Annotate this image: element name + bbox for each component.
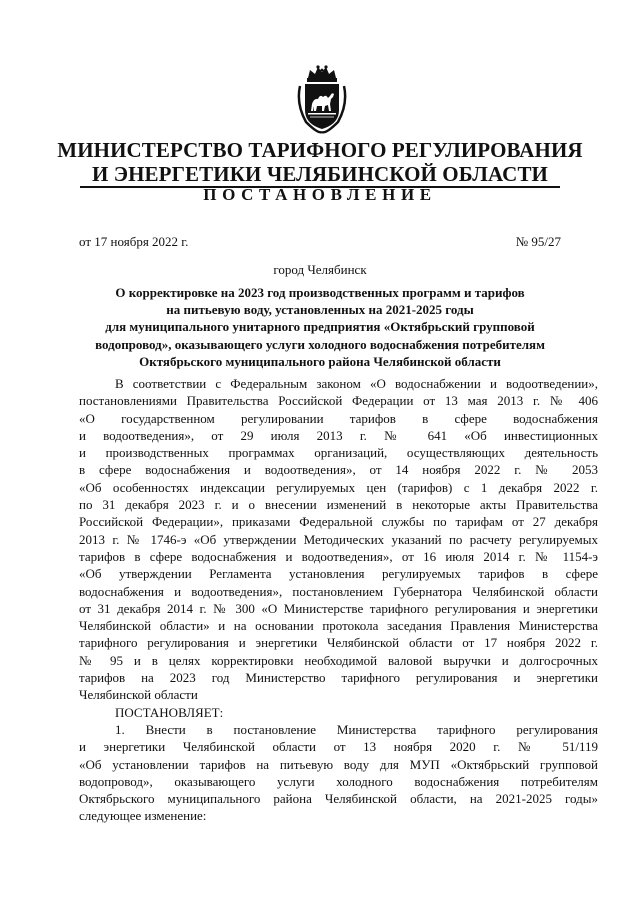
resolves-heading: ПОСТАНОВЛЯЕТ: [115, 704, 224, 720]
body-line: тарифов в сфере водоснабжения и водоотведения», от 16 июля 2014 г. № 1154-э [79, 548, 598, 564]
body-line: от 31 декабря 2014 г. № 300 «О Министерстве тарифного регулирования и энергетики [79, 600, 598, 616]
document-title [80, 284, 560, 370]
body-line: водоснабжения и водоотведения», постановлением Губернатора Челябинской области [79, 583, 598, 599]
ministry-name-line1: МИНИСТЕРСТВО ТАРИФНОГО РЕГУЛИРОВАНИЯ [57, 138, 583, 162]
body-line: тарифов на 2023 год Министерство тарифного регулирования и энергетики [79, 670, 598, 686]
body-line: и энергетики Челябинской области от 13 ноября 2020 г. № 51/119 [79, 739, 598, 755]
body-line: Октябрьского муниципального района Челябинской области, на 2021-2025 годы» [79, 791, 598, 807]
body-line: в сфере водоснабжения и водоотведения», от 14 ноября 2022 г. № 2053 [79, 462, 598, 478]
document-body [79, 375, 598, 825]
body-line: «О государственном регулировании тарифов в сфере водоснабжения [79, 410, 598, 426]
body-line: В соответствии с Федеральным законом «О водоснабжении и водоотведении», [115, 376, 598, 391]
title-line: на питьевую воду, установленных на 2021-2025 годы [166, 302, 474, 318]
title-line: О корректировке на 2023 год производственных программ и тарифов [115, 285, 525, 300]
body-line: «Об особенностях индексации регулируемых цен (тарифов) с 1 декабря 2022 г. [79, 479, 598, 495]
body-line: следующее изменение: [79, 808, 207, 824]
body-line: Российской Федерации», приказами Федеральной службы по тарифам от 27 декабря [79, 514, 598, 530]
body-line: «Об установлении тарифов на питьевую воду для МУП «Октябрьский групповой [79, 756, 598, 772]
body-line: Челябинской области [79, 687, 198, 703]
document-number: № 95/27 [515, 234, 561, 249]
body-line: 1. Внести в постановление Министерства тарифного регулирования [115, 721, 598, 737]
document-city: город Челябинск [273, 262, 367, 277]
body-line: тарифного регулирования и энергетики Челябинской области от 17 ноября 2022 г. [79, 635, 598, 651]
document-type: ПОСТАНОВЛЕНИЕ [203, 185, 437, 204]
body-line: Челябинской области» и на основании протокола заседания Правления Министерства [79, 618, 598, 634]
chelyabinsk-coat-of-arms-icon [296, 64, 348, 134]
body-line: водопровод», оказывающего услуги холодного водоснабжения потребителям [79, 773, 598, 789]
title-line: Октябрьского муниципального района Челябинской области [139, 353, 501, 369]
body-line: «Об утверждении Регламента установления регулируемых тарифов в сфере [79, 566, 598, 582]
ministry-name-line2: И ЭНЕРГЕТИКИ ЧЕЛЯБИНСКОЙ ОБЛАСТИ [92, 162, 548, 186]
title-line: для муниципального унитарного предприятия «Октябрьский групповой [105, 319, 535, 335]
body-line: и производственных программах организаций, осуществляющих деятельность [79, 445, 598, 461]
document-date: от 17 ноября 2022 г. [79, 234, 189, 249]
body-line: № 95 и в целях корректировки необходимой валовой выручки и долгосрочных [79, 652, 598, 668]
body-line: и водоотведения», от 29 июля 2013 г. № 641 «Об инвестиционных [79, 427, 598, 443]
body-line: постановлениями Правительства Российской Федерации от 13 мая 2013 г. № 406 [79, 393, 598, 409]
body-line: по 31 декабря 2023 г. и о внесении изменений в некоторые акты Правительства [79, 497, 598, 513]
body-line: 2013 г. № 1746-э «Об утверждении Методических указаний по расчету регулируемых [79, 531, 598, 547]
title-line: водопровод», оказывающего услуги холодного водоснабжения потребителям [95, 336, 545, 352]
